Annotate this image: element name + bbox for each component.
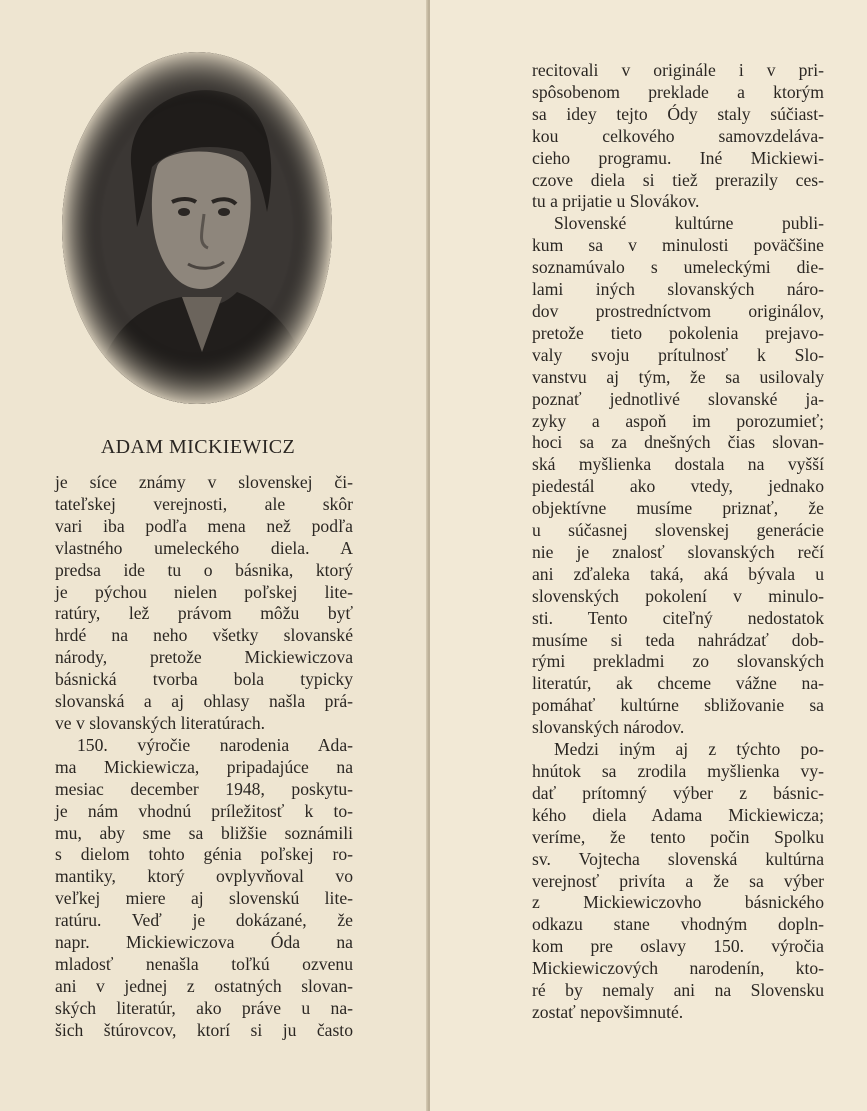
text-line: pomáhať kultúrne sbližovanie sa [532, 695, 824, 716]
text-line: kého diela Adama Mickiewicza; [532, 804, 824, 825]
portrait-image [62, 52, 332, 404]
text-line: básnická tvorba bola typicky [55, 669, 353, 690]
text-line: mu, aby sme sa bližšie soznámili [55, 822, 353, 843]
text-line: zyky a aspoň im porozumieť; [532, 410, 824, 431]
text-line: vanstvu aj tým, že sa usilovaly [532, 366, 824, 387]
text-line: s dielom tohto génia poľskej ro- [55, 844, 353, 865]
text-line: tateľskej verejnosti, ale skôr [55, 493, 353, 514]
text-line: slovenských pokolení v minulo- [532, 585, 824, 606]
text-line: veríme, že tento počin Spolku [532, 826, 824, 847]
text-line: dať prítomný výber z básnic- [532, 782, 824, 803]
text-line: ských literatúr, ako práve u na- [55, 997, 353, 1018]
text-line: valy svoju prítulnosť k Slo- [532, 344, 824, 365]
text-line: objektívne musíme priznať, že [532, 498, 824, 519]
text-line: literatúr, ak chceme vážne na- [532, 673, 824, 694]
text-line: nie je znalosť slovanských rečí [532, 541, 824, 562]
text-line: zostať nepovšimnuté. [532, 1001, 684, 1022]
text-line: predsa ide tu o básnika, ktorý [55, 559, 353, 580]
text-line: verejnosť privíta a že sa výber [532, 870, 824, 891]
text-line: sti. Tento citeľný nedostatok [532, 607, 824, 628]
text-line: mesiac december 1948, poskytu- [55, 778, 353, 799]
text-line: je nám vhodnú príležitosť k to- [55, 800, 353, 821]
text-line: šich štúrovcov, ktorí si ju často [55, 1019, 353, 1040]
text-line: ani zďaleka taká, aká bývala u [532, 563, 824, 584]
text-line: kom pre oslavy 150. výročia [532, 936, 824, 957]
text-line: odkazu stane vhodným dopln- [532, 914, 824, 935]
text-line: lami iných slovanských náro- [532, 279, 824, 300]
text-line: vari iba podľa mena než podľa [55, 515, 353, 536]
text-line: národy, pretože Mickiewiczova [55, 647, 353, 668]
text-line: hnútok sa zrodila myšlienka vy- [532, 761, 824, 781]
text-line: soznamúvalo s umeleckými die- [532, 257, 824, 278]
text-line: cieho programu. Iné Mickiewi- [532, 147, 824, 168]
text-line: hoci sa za dnešných čias slovan- [532, 432, 824, 453]
right-text-column [532, 60, 824, 1024]
text-line: recitovali v originále i v pri- [532, 60, 824, 80]
left-text-column [55, 472, 353, 1042]
text-line: je síce známy v slovenskej či- [55, 472, 353, 492]
text-line: musíme si teda nahrádzať dob- [532, 629, 824, 650]
text-line: kum sa v minulosti poväčšine [532, 235, 824, 256]
text-line: z Mickiewiczovho básnického [532, 892, 824, 913]
text-line: ratúry, lež právom môžu byť [55, 603, 353, 624]
text-line: tu a prijatie u Slovákov. [532, 191, 700, 212]
text-line: ratúru. Veď je dokázané, že [55, 910, 353, 931]
text-line: ré by nemaly ani na Slovensku [532, 980, 824, 1001]
text-line: je pýchou nielen poľskej lite- [55, 581, 353, 602]
text-line: piedestál ako vtedy, jednako [532, 476, 824, 497]
text-line: kou celkového samovzdeláva- [532, 125, 824, 146]
text-line: czove diela si tiež prerazily ces- [532, 169, 824, 190]
text-line: ve v slovanských literatúrach. [55, 712, 266, 733]
portrait-caption: ADAM MICKIEWICZ [100, 436, 296, 458]
text-line: sv. Vojtecha slovenská kultúrna [532, 848, 824, 869]
text-line: dov prostredníctvom originálov, [532, 300, 824, 321]
text-line: vlastného umeleckého diela. A [55, 537, 353, 558]
text-line: slovanská a aj ohlasy našla prá- [55, 691, 353, 712]
left-page [0, 0, 428, 1111]
text-line: ani v jednej z ostatných slovan- [55, 975, 353, 996]
text-line: mantiky, ktorý ovplyvňoval vo [55, 866, 353, 887]
text-line: ma Mickiewicza, pripadajúce na [55, 756, 353, 777]
text-line: poznať jednotlivé slovanské ja- [532, 388, 824, 409]
text-line: Slovenské kultúrne publi- [554, 213, 824, 234]
text-line: Mickiewiczových narodenín, kto- [532, 958, 824, 979]
text-line: veľkej miere aj slovenskú lite- [55, 888, 353, 909]
text-line: spôsobenom preklade a ktorým [532, 81, 824, 102]
text-line: slovanských národov. [532, 717, 685, 738]
text-line: napr. Mickiewiczova Óda na [55, 932, 353, 953]
text-line: u súčasnej slovenskej generácie [532, 520, 824, 541]
text-line: pretože tieto pokolenia prejavo- [532, 322, 824, 343]
text-line: Medzi iným aj z týchto po- [554, 739, 824, 760]
text-line: ská myšlienka dostala na vyšší [532, 454, 824, 475]
portrait-drawing [62, 52, 332, 404]
text-line: mladosť nenašla toľkú ozvenu [55, 953, 353, 974]
text-line: hrdé na neho všetky slovanské [55, 625, 353, 646]
text-line: rými prekladmi zo slovanských [532, 651, 824, 672]
text-line: 150. výročie narodenia Ada- [77, 734, 353, 755]
text-line: sa idey tejto Ódy staly súčiast- [532, 103, 824, 124]
